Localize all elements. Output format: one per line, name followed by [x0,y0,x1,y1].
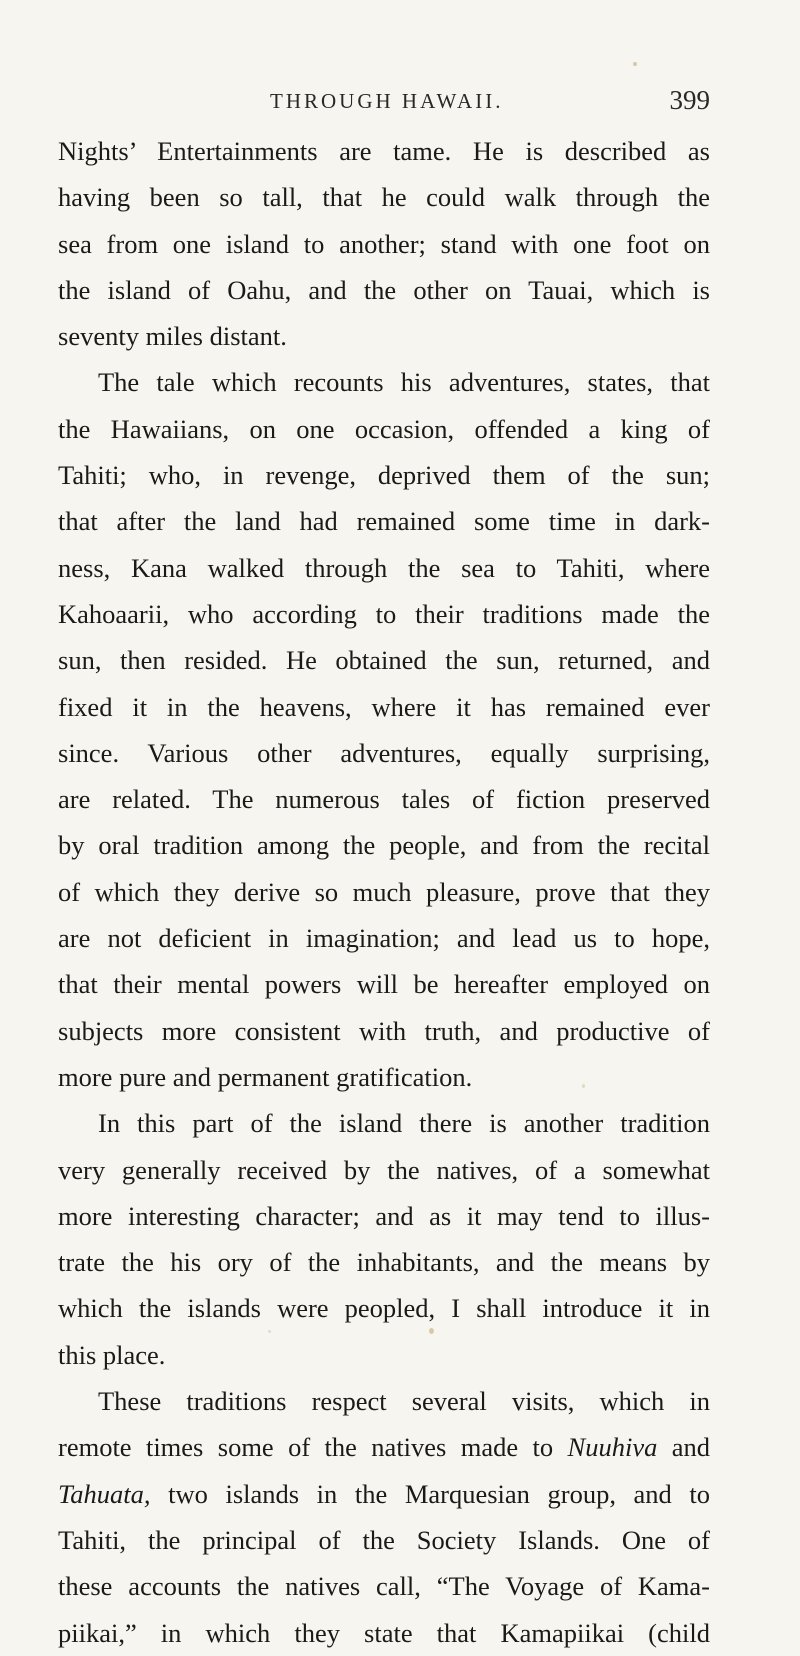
text-line: Tahiti, the principal of the Society Islands. One of [58,1524,710,1555]
text-line: subjects more consistent with truth, and productive of [58,1015,710,1046]
text-line: are not deficient in imagination; and lead us to hope, [58,923,710,954]
text-line: The tale which recounts his adventures, states, that [98,367,710,398]
text-line: sea from one island to another; stand with one foot on [58,228,710,259]
running-head [90,85,710,119]
page-number: 399 [669,85,710,115]
text-line: Kahoaarii, who according to their traditions made the [58,598,710,629]
paper-speck [429,1328,434,1334]
text-line-with-italic [58,1424,710,1470]
text-line: fixed it in the heavens, where it has remained ever [58,691,710,722]
paper-speck [633,62,637,66]
text-run: two islands in the Marquesian group, and to [150,1478,710,1509]
text-line: piikai,” in which they state that Kamapiikai (child [58,1617,710,1648]
text-line: ness, Kana walked through the sea to Tahiti, where [58,552,710,583]
text-line: the island of Oahu, and the other on Tauai, which is [58,274,710,305]
text-line: Nights’ Entertainments are tame. He is described as [58,136,710,166]
text-line-with-italic [58,1471,710,1517]
text-line: the Hawaiians, on one occasion, offended a king of [58,413,710,444]
text-line: These traditions respect several visits, which in [98,1386,710,1417]
text-line: In this part of the island there is another tradition [98,1108,710,1139]
paper-speck [582,1084,585,1088]
text-line: these accounts the natives call, “The Voyage of Kama- [58,1571,710,1602]
italic-place-name: Nuuhiva [567,1432,658,1463]
text-line: more interesting character; and as it may tend to illus- [58,1200,710,1231]
text-line: that after the land had remained some time in dark- [58,506,710,537]
body-text [58,128,710,1656]
paper-speck [268,1330,271,1333]
text-line: trate the his ory of the inhabitants, and the means by [58,1247,710,1278]
text-run: and [657,1432,710,1463]
text-line: Tahiti; who, in revenge, deprived them of the sun; [58,460,710,491]
text-line: more pure and permanent gratification. [58,1061,473,1092]
text-line: since. Various other adventures, equally surprising, [58,737,710,768]
text-line: very generally received by the natives, of a somewhat [58,1154,710,1185]
text-line: sun, then resided. He obtained the sun, returned, and [58,645,710,676]
text-line: having been so tall, that he could walk through the [58,182,710,213]
text-line: that their mental powers will be hereafter employed on [58,969,710,1000]
italic-place-name: Tahuata, [58,1478,151,1509]
text-line: by oral tradition among the people, and from the recital [58,830,710,861]
text-line: this place. [58,1339,166,1370]
text-run: remote times some of the natives made to [58,1432,568,1463]
text-line: seventy miles distant. [58,321,287,352]
text-line: are related. The numerous tales of fiction preserved [58,784,710,815]
text-line: which the islands were peopled, I shall introduce it in [58,1293,710,1324]
running-title: THROUGH HAWAII. [270,89,504,113]
text-line: of which they derive so much pleasure, prove that they [58,876,710,907]
